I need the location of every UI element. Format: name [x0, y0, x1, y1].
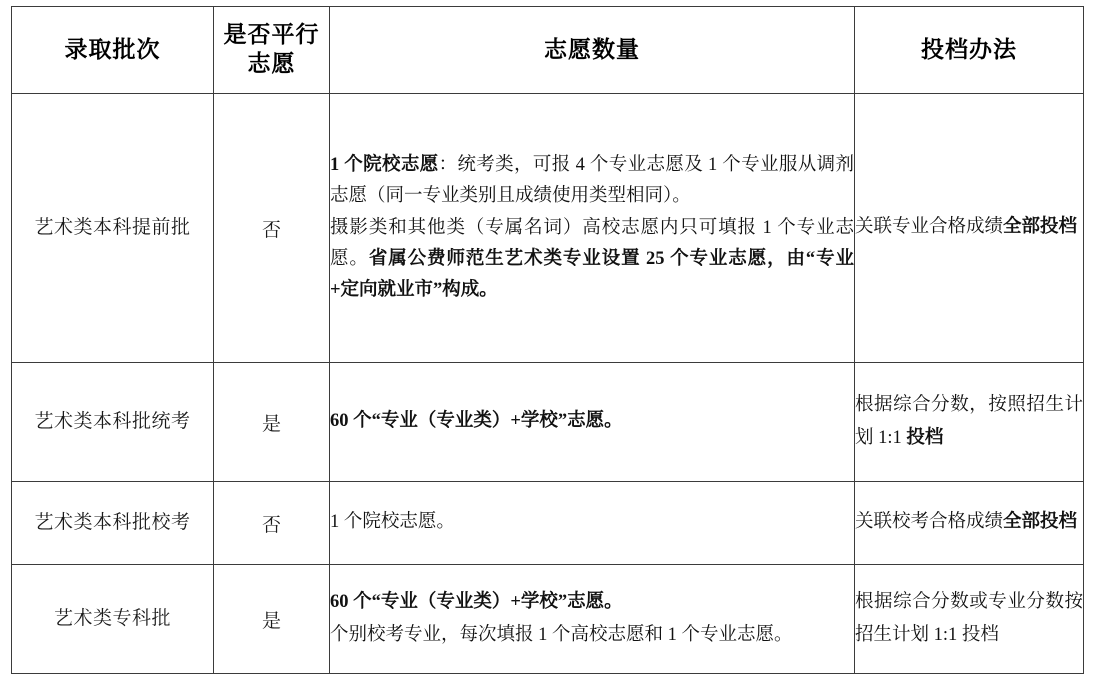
cell-parallel-flag: 是: [214, 363, 330, 482]
table-row: [12, 94, 1084, 363]
cell-volunteer-description: 60 个“专业（专业类）+学校”志愿。 个别校考专业，每次填报 1 个高校志愿和 1 个专业志愿。: [330, 565, 855, 674]
cell-method-description: 关联校考合格成绩全部投档: [855, 482, 1084, 565]
cell-parallel-flag: 否: [214, 94, 330, 363]
column-header-volunteer-count-label: 志愿数量: [544, 36, 640, 62]
cell-volunteer-description: 60 个“专业（专业类）+学校”志愿。: [330, 363, 855, 482]
table-row: [12, 482, 1084, 565]
table-header-row: [12, 7, 1084, 94]
column-header-parallel-label: 是否平行志愿: [223, 22, 320, 76]
cell-parallel-flag: 否: [214, 482, 330, 565]
cell-volunteer-description: 1 个院校志愿。: [330, 482, 855, 565]
cell-parallel-flag: 是: [214, 565, 330, 674]
column-header-batch-label: 录取批次: [64, 36, 161, 62]
cell-method-description: 根据综合分数或专业分数按招生计划 1:1 投档: [855, 565, 1084, 674]
table-row: [12, 363, 1084, 482]
table-body: [12, 94, 1084, 674]
admission-batch-table: [11, 6, 1084, 674]
column-header-method: [855, 7, 1084, 94]
table-row: [12, 565, 1084, 674]
cell-method-description: 根据综合分数，按照招生计划 1:1 投档: [855, 363, 1084, 482]
cell-batch-name: 艺术类本科批统考: [12, 363, 214, 482]
cell-batch-name: 艺术类本科批校考: [12, 482, 214, 565]
cell-batch-name: 艺术类本科提前批: [12, 94, 214, 363]
cell-batch-name: 艺术类专科批: [12, 565, 214, 674]
column-header-batch: [12, 7, 214, 94]
cell-method-description: 关联专业合格成绩全部投档: [855, 94, 1084, 363]
column-header-volunteer-count: [330, 7, 855, 94]
column-header-method-label: 投档办法: [921, 36, 1017, 62]
column-header-parallel: [214, 7, 330, 94]
cell-volunteer-description: 1 个院校志愿：统考类，可报 4 个专业志愿及 1 个专业服从调剂志愿（同一专业类别且成绩使用类型相同）。 摄影类和其他类（专属名词）高校志愿内只可填报 1 个专业志愿。省属公费师范生艺术类专业设置 25 个专业志愿，由“专业+定向就业市”构成。: [330, 94, 855, 363]
document-page: [0, 6, 1094, 666]
